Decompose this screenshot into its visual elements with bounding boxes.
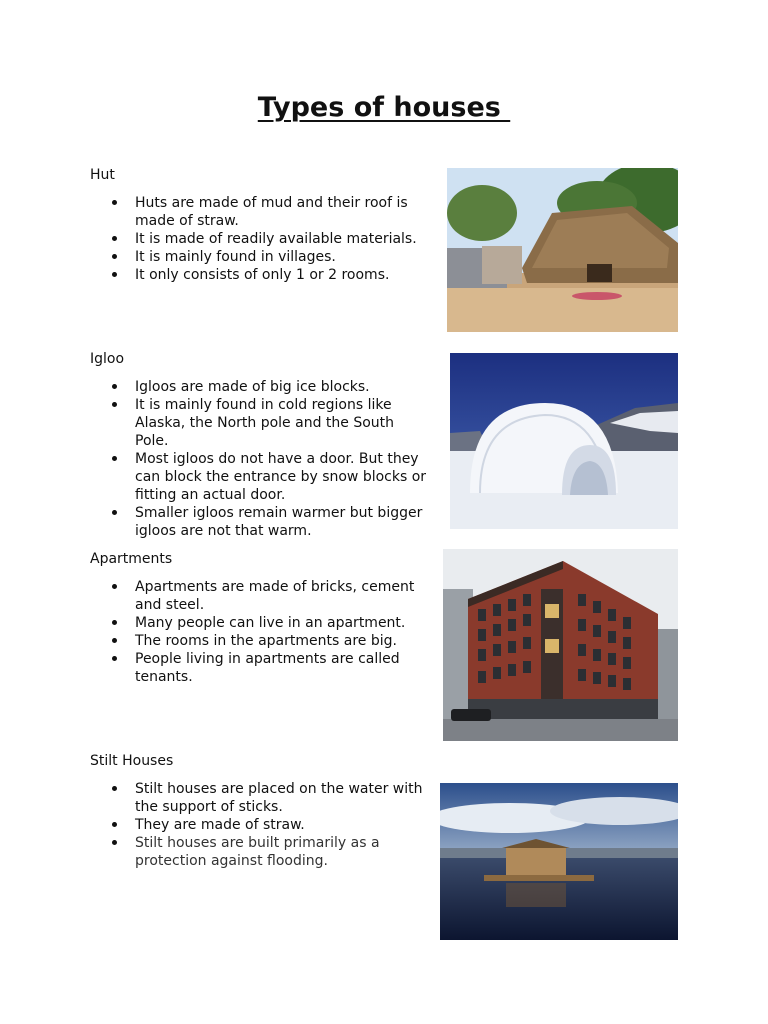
page-title: Types of houses [257,92,511,123]
list-item: Huts are made of mud and their roof is made of straw. [110,194,430,230]
bullet-list-apartments [110,578,430,686]
list-item: Igloos are made of big ice blocks. [110,378,430,396]
list-item: Smaller igloos remain warmer but bigger igloos are not that warm. [110,504,430,540]
section-heading-igloo: Igloo [90,351,125,367]
list-item: It is mainly found in villages. [110,248,430,266]
list-item: It is made of readily available materials. [110,230,430,248]
list-item: Stilt houses are built primarily as a protection against flooding. [110,834,430,870]
list-item: Most igloos do not have a door. But they can block the entrance by snow blocks or fitting an actual door. [110,450,430,504]
list-item: It is mainly found in cold regions like Alaska, the North pole and the South Pole. [110,396,430,450]
bullet-list-stilt-houses [110,780,430,870]
section-heading-hut: Hut [90,167,115,183]
list-item: The rooms in the apartments are big. [110,632,430,650]
bullet-list-hut [110,194,430,284]
section-heading-stilt-houses: Stilt Houses [90,753,174,769]
apartments-photo [443,549,678,741]
bullet-list-igloo [110,378,430,540]
list-item: People living in apartments are called tenants. [110,650,430,686]
list-item: They are made of straw. [110,816,430,834]
list-item: Stilt houses are placed on the water with the support of sticks. [110,780,430,816]
list-item: Apartments are made of bricks, cement and steel. [110,578,430,614]
section-heading-apartments: Apartments [90,551,173,567]
stilt-house-photo [440,783,678,940]
list-item: Many people can live in an apartment. [110,614,430,632]
igloo-photo [450,353,678,529]
list-item: It only consists of only 1 or 2 rooms. [110,266,430,284]
hut-photo [447,168,678,332]
